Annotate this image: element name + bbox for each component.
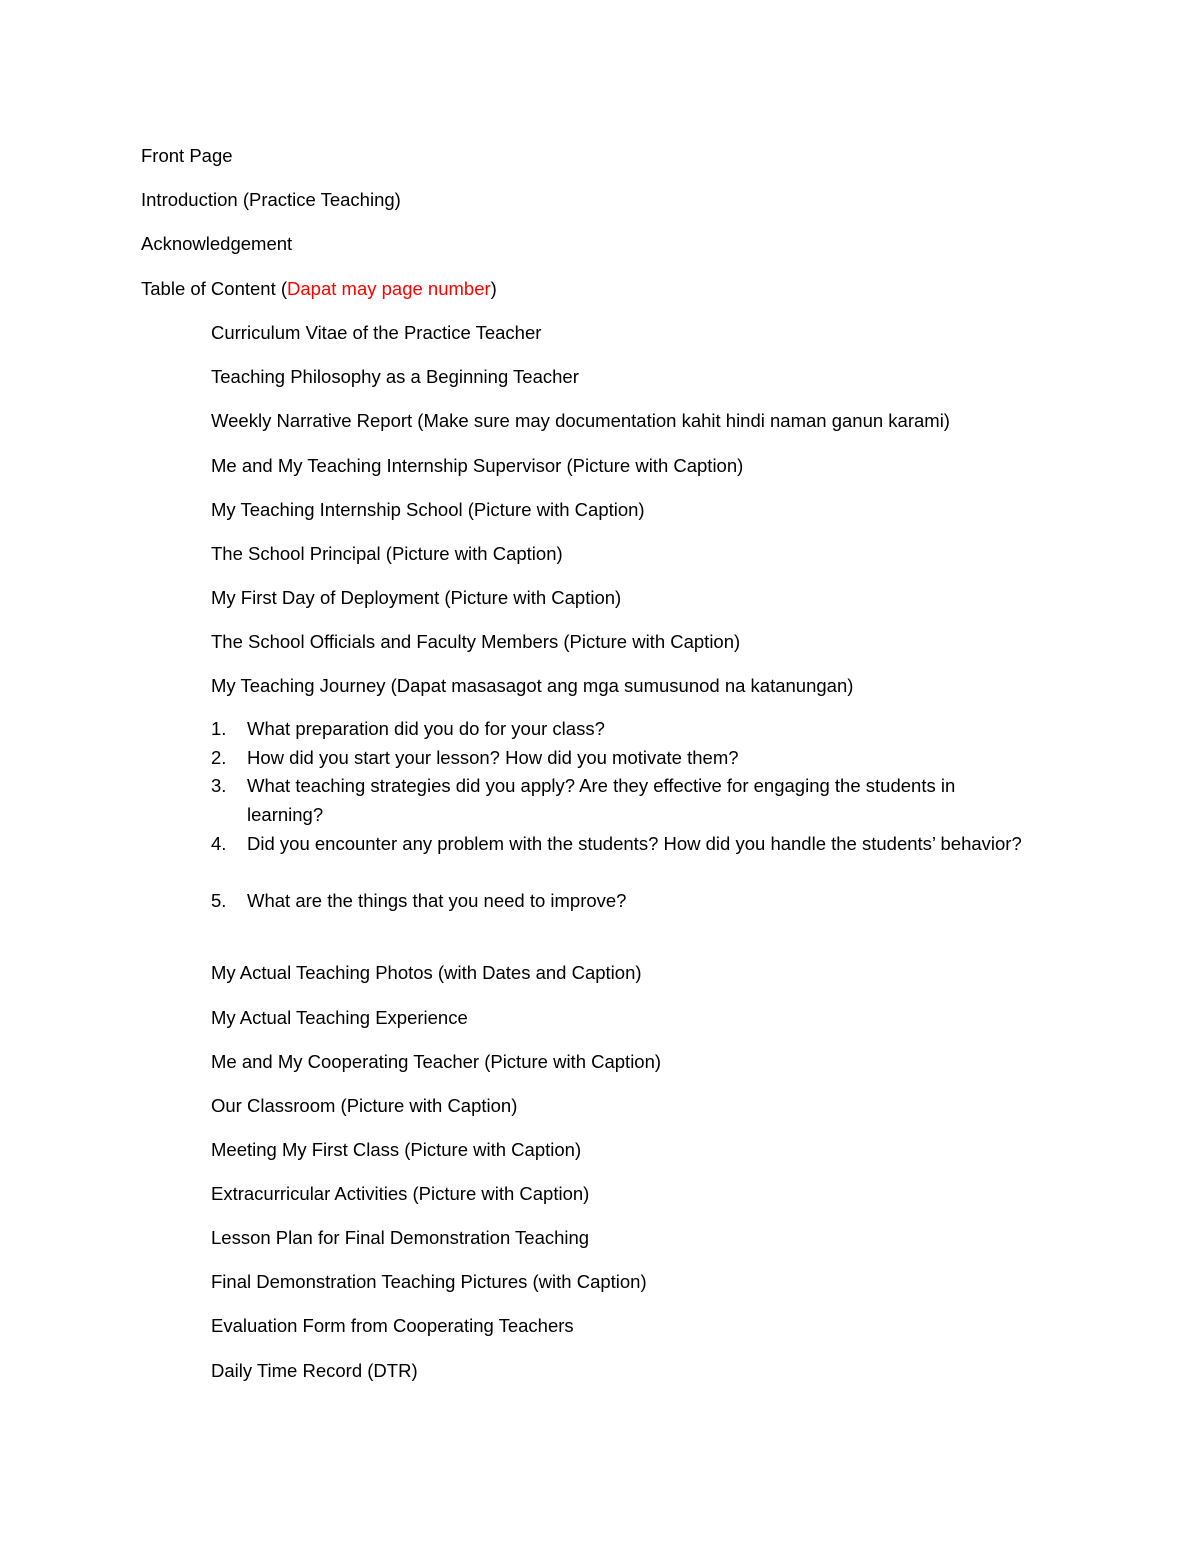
section-item: The School Officials and Faculty Members (Picture with Caption) [211,631,741,652]
section-item: The School Principal (Picture with Caption) [211,543,563,564]
section-item: Extracurricular Activities (Picture with Caption) [211,1183,590,1204]
question-number: 1. [211,718,227,739]
acknowledgement-item: Acknowledgement [141,233,293,254]
section-item: My Actual Teaching Experience [211,1007,468,1028]
section-item: Me and My Cooperating Teacher (Picture with Caption) [211,1051,662,1072]
introduction-item: Introduction (Practice Teaching) [141,189,401,210]
section-item: Our Classroom (Picture with Caption) [211,1095,518,1116]
section-item: My Teaching Journey (Dapat masasagot ang mga sumusunod na katanungan) [211,675,854,696]
question-number: 3. [211,775,227,796]
question-text: What preparation did you do for your class? [247,718,605,739]
section-item: Weekly Narrative Report (Make sure may documentation kahit hindi naman ganun karami) [211,410,950,431]
section-item: My First Day of Deployment (Picture with Caption) [211,587,622,608]
question-number: 2. [211,747,227,768]
section-item: Lesson Plan for Final Demonstration Teaching [211,1227,590,1248]
section-item: Me and My Teaching Internship Supervisor (Picture with Caption) [211,455,744,476]
question-text: How did you start your lesson? How did you motivate them? [247,747,739,768]
section-item: Meeting My First Class (Picture with Caption) [211,1139,582,1160]
question-number: 4. [211,833,227,854]
front-page-item: Front Page [141,145,233,166]
table-of-content-item [141,277,497,301]
section-item: Curriculum Vitae of the Practice Teacher [211,322,542,343]
question-number: 5. [211,890,227,911]
section-item: My Actual Teaching Photos (with Dates and Caption) [211,962,642,983]
section-item: Daily Time Record (DTR) [211,1360,418,1381]
toc-close: ) [490,278,497,299]
question-text: What teaching strategies did you apply? Are they effective for engaging the students in learning? [247,775,956,825]
section-item: Final Demonstration Teaching Pictures (with Caption) [211,1271,647,1292]
question-text: Did you encounter any problem with the students? How did you handle the students’ behavior? [247,833,1022,854]
section-item: Evaluation Form from Cooperating Teachers [211,1315,574,1336]
section-item: Teaching Philosophy as a Beginning Teacher [211,366,579,387]
question-text: What are the things that you need to improve? [247,890,627,911]
section-item: My Teaching Internship School (Picture with Caption) [211,499,645,520]
toc-label: Table of Content ( [141,278,288,299]
toc-note: Dapat may page number [287,278,491,299]
